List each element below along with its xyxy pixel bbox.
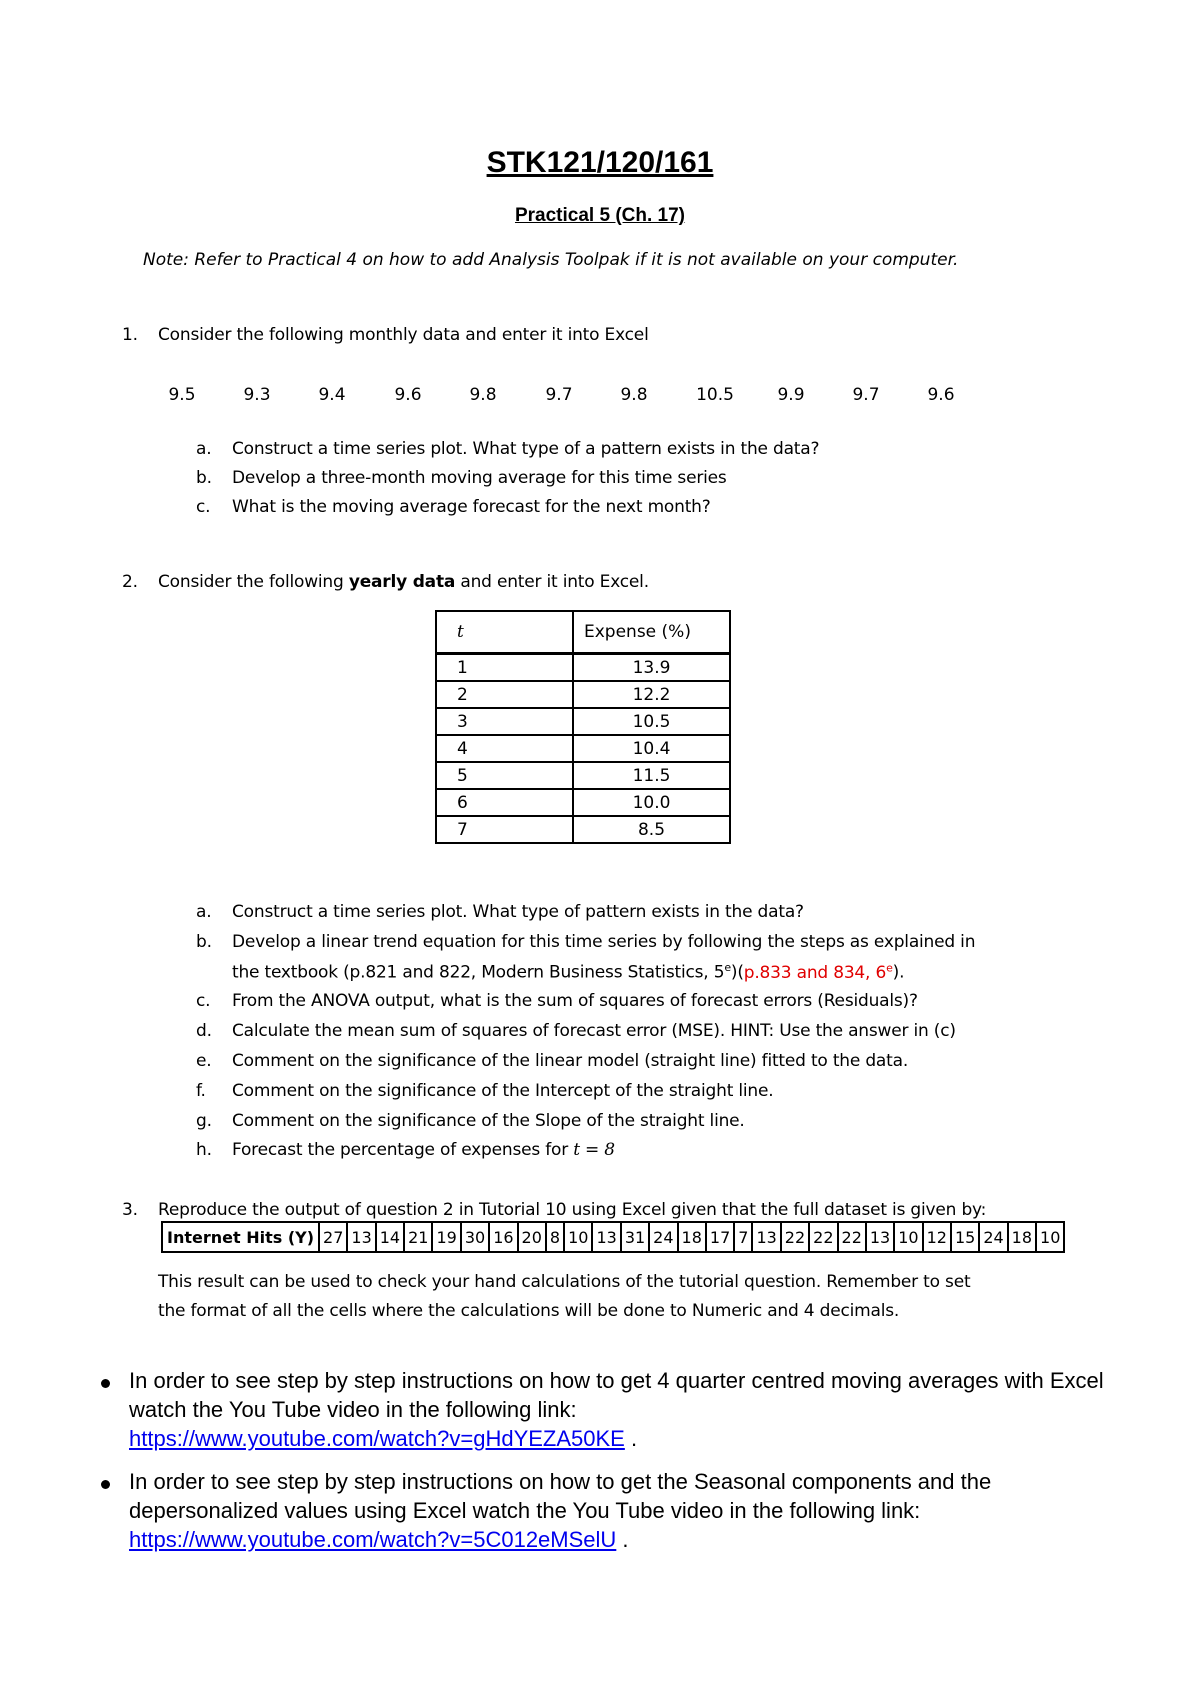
bullet-item: In order to see step by step instructions on how to get 4 quarter centred moving averages with Excel watch the You Tube video in the following link: https://www.youtube.com/watch?v=gHdYEZA50KE . [129,1368,1104,1451]
table-cell: 31 [621,1222,649,1252]
table-cell: 30 [461,1222,489,1252]
table-cell: 14 [376,1222,404,1252]
table-cell: 12 [923,1222,951,1252]
q2-part-label: c. [196,991,211,1011]
q1-value: 9.7 [545,385,573,405]
table-row [436,789,730,816]
table-row-label: Internet Hits (Y) [162,1222,319,1252]
table-cell: 10.5 [573,708,730,735]
internet-hits-table [161,1221,1065,1253]
table-cell: 12.2 [573,681,730,708]
table-header-row [436,611,730,654]
table-cell: 1 [436,654,573,682]
q1-value: 9.8 [620,385,648,405]
q2-part-label: b. [196,932,212,952]
q1-part-label: c. [196,497,211,517]
table-cell: 2 [436,681,573,708]
q1-value: 9.6 [394,385,422,405]
table-cell: 15 [951,1222,979,1252]
youtube-link[interactable]: https://www.youtube.com/watch?v=gHdYEZA50KE [129,1426,625,1451]
q2-part-label: a. [196,902,212,922]
q3-number: 3. [122,1200,138,1220]
bullet-dot [101,1480,110,1489]
table-row [436,762,730,789]
table-cell: 10.0 [573,789,730,816]
table-cell: 27 [319,1222,347,1252]
expense-table [435,610,731,844]
table-cell: 13 [592,1222,620,1252]
table-cell: 10.4 [573,735,730,762]
q2-part-text: Comment on the significance of the Slope of the straight line. [232,1111,745,1131]
q2-part-text: Construct a time series plot. What type of pattern exists in the data? [232,902,804,922]
table-cell: 13 [866,1222,894,1252]
table-row [436,681,730,708]
table-row [162,1222,1064,1252]
q1-part-label: a. [196,439,212,459]
table-cell: 7 [436,816,573,843]
q2-part-text: From the ANOVA output, what is the sum of squares of forecast errors (Residuals)? [232,991,918,1011]
table-cell: 22 [809,1222,837,1252]
table-cell: 7 [734,1222,752,1252]
table-cell: 4 [436,735,573,762]
q1-value: 10.5 [696,385,734,405]
table-cell: 18 [1008,1222,1036,1252]
table-row [436,735,730,762]
table-cell: 6 [436,789,573,816]
table-cell: 20 [518,1222,546,1252]
q1-number: 1. [122,325,138,345]
table-cell: 21 [404,1222,432,1252]
q2-number: 2. [122,572,138,592]
table-cell: 5 [436,762,573,789]
table-cell: 3 [436,708,573,735]
bullet-item: In order to see step by step instructions on how to get the Seasonal components and the depersonalized values using Excel watch the You Tube video in the following link: https://www.youtube.com/watch?v=5C012eMSelU . [129,1469,992,1552]
table-header-cell: Expense (%) [573,611,730,654]
table-cell: 16 [489,1222,517,1252]
table-cell: 22 [838,1222,866,1252]
q2-part-text: Comment on the significance of the linear model (straight line) fitted to the data. [232,1051,909,1071]
table-row [436,708,730,735]
q2-part-text: Comment on the significance of the Intercept of the straight line. [232,1081,774,1101]
table-header-cell: t [436,611,573,654]
table-cell: 13 [347,1222,375,1252]
table-cell: 10 [894,1222,922,1252]
table-row [436,654,730,682]
q1-text: Consider the following monthly data and enter it into Excel [158,325,649,345]
table-cell: 24 [979,1222,1007,1252]
q1-value: 9.8 [469,385,497,405]
q1-value: 9.5 [168,385,196,405]
q1-part-text: Construct a time series plot. What type of a pattern exists in the data? [232,439,820,459]
q1-value: 9.9 [777,385,805,405]
table-cell: 10 [564,1222,592,1252]
table-cell: 11.5 [573,762,730,789]
q2-part-label: e. [196,1051,212,1071]
q2-part-text-cont: the textbook (p.821 and 822, Modern Business Statistics, 5e)(p.833 and 834, 6e). [232,961,905,983]
q1-value: 9.4 [318,385,346,405]
q2-part-label: h. [196,1140,212,1160]
table-cell: 8 [546,1222,564,1252]
q1-part-label: b. [196,468,212,488]
youtube-link[interactable]: https://www.youtube.com/watch?v=5C012eMSelU [129,1527,617,1552]
table-cell: 19 [432,1222,460,1252]
toolpak-note: Note: Refer to Practical 4 on how to add Analysis Toolpak if it is not available on your computer. [143,250,959,270]
q1-value: 9.7 [852,385,880,405]
q2-part-text: Develop a linear trend equation for this time series by following the steps as explained in [232,932,976,952]
q1-part-text: Develop a three-month moving average for this time series [232,468,727,488]
q3-note-line: This result can be used to check your hand calculations of the tutorial question. Remember to set [158,1272,971,1292]
table-cell: 13 [752,1222,780,1252]
table-cell: 13.9 [573,654,730,682]
table-cell: 10 [1036,1222,1064,1252]
math-expression: t = 8 [573,1140,615,1160]
page-subtitle: Practical 5 (Ch. 17) [514,205,686,226]
q1-value: 9.3 [243,385,271,405]
q2-part-label: g. [196,1111,212,1131]
q3-note-line: the format of all the cells where the calculations will be done to Numeric and 4 decimals. [158,1301,900,1321]
table-cell: 17 [706,1222,734,1252]
q1-part-text: What is the moving average forecast for the next month? [232,497,711,517]
q1-value: 9.6 [927,385,955,405]
q2-text: Consider the following yearly data and enter it into Excel. [158,572,649,592]
table-cell: 22 [781,1222,809,1252]
table-row [436,816,730,843]
q2-part-label: f. [196,1081,206,1101]
bullet-dot [101,1379,110,1388]
table-cell: 8.5 [573,816,730,843]
sixth-edition-reference: p.833 and 834, 6e [743,961,893,983]
q3-text: Reproduce the output of question 2 in Tutorial 10 using Excel given that the full dataset is given by: [158,1200,987,1220]
table-cell: 24 [649,1222,677,1252]
q2-part-text: Calculate the mean sum of squares of forecast error (MSE). HINT: Use the answer in (c) [232,1021,956,1041]
table-cell: 18 [678,1222,706,1252]
q2-part-label: d. [196,1021,212,1041]
page-title: STK121/120/161 [486,146,714,179]
q2-part-text: Forecast the percentage of expenses for t = 8 [232,1140,615,1160]
